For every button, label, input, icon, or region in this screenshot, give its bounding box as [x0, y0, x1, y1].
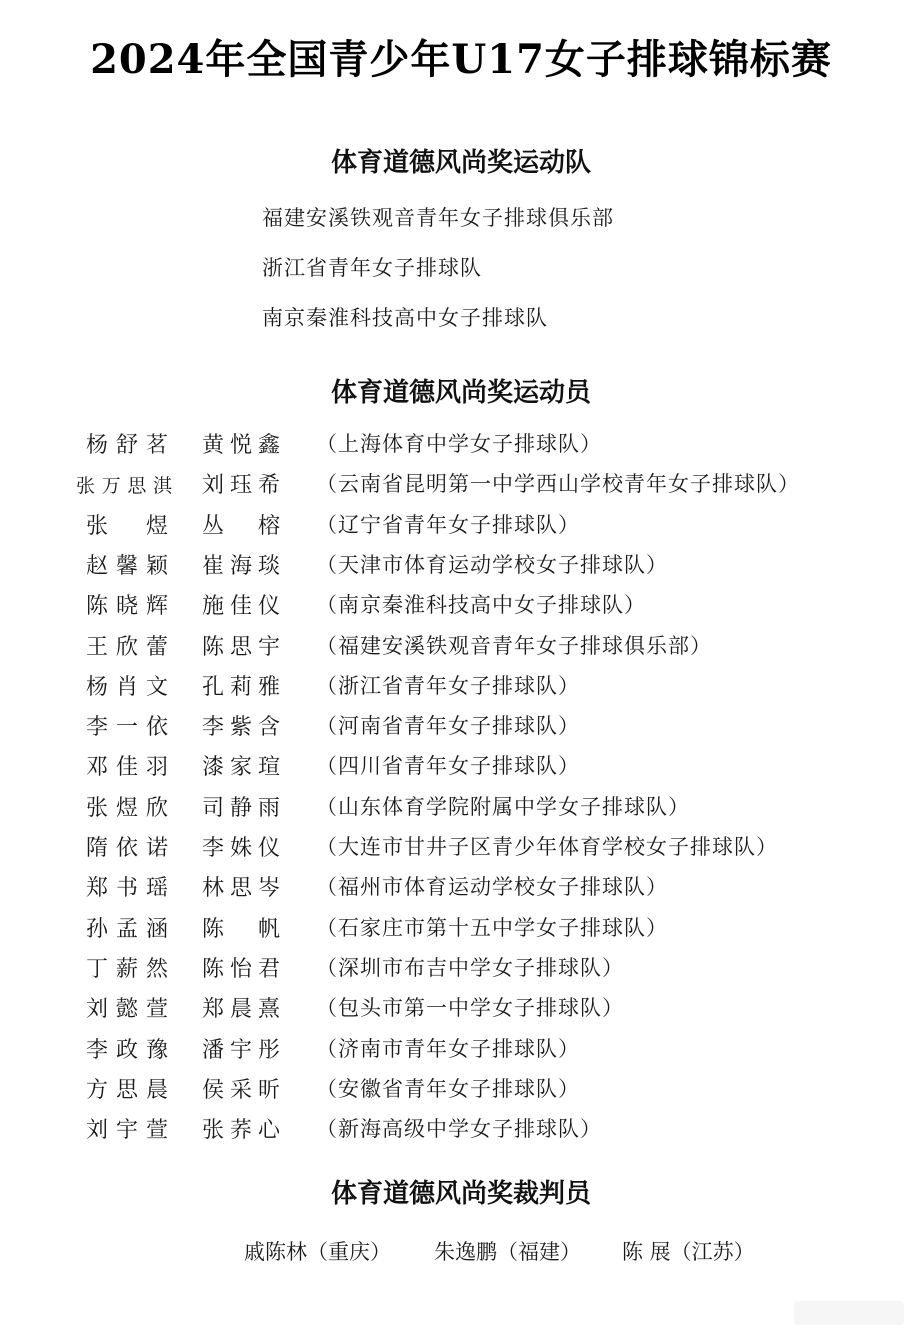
athlete-name-second: 刘珏希 [202, 473, 280, 498]
athlete-name-first: 李一依 [86, 715, 168, 740]
athlete-name-second: 侯采昕 [202, 1078, 280, 1103]
athlete-name-first: 杨舒茗 [86, 433, 168, 458]
athlete-row [0, 952, 922, 992]
team-item: 福建安溪铁观音青年女子排球俱乐部 [262, 206, 614, 230]
athletes-heading: 体育道德风尚奖运动员 [330, 378, 591, 408]
athlete-name-first: 王欣蕾 [86, 635, 168, 660]
athlete-name-first: 赵馨颖 [86, 554, 168, 579]
watermark [794, 1301, 904, 1325]
athlete-row [0, 1033, 922, 1073]
athlete-team: （福州市体育运动学校女子排球队） [316, 875, 668, 899]
athlete-team: （辽宁省青年女子排球队） [316, 513, 580, 537]
athlete-row [0, 791, 922, 831]
referee-item: 朱逸鹏（福建） [434, 1240, 581, 1264]
athlete-name-second: 陈怡君 [202, 957, 280, 982]
athlete-name-second: 漆家瑄 [202, 755, 280, 780]
athlete-name-first: 陈晓辉 [86, 594, 168, 619]
athlete-name-second: 孔莉雅 [202, 675, 280, 700]
athlete-name-first: 杨肖文 [86, 675, 168, 700]
referee-item: 陈 展（江苏） [622, 1240, 755, 1264]
athlete-team: （河南省青年女子排球队） [316, 714, 580, 738]
team-item: 浙江省青年女子排球队 [262, 256, 482, 280]
athlete-row [0, 428, 922, 468]
athlete-name-second: 崔海琰 [202, 554, 280, 579]
athlete-name-second: 李紫含 [202, 715, 280, 740]
referee-item: 戚陈林（重庆） [244, 1240, 391, 1264]
athlete-row [0, 630, 922, 670]
athlete-team: （新海高级中学女子排球队） [316, 1117, 602, 1141]
athlete-name-first: 孙孟涵 [86, 917, 168, 942]
athlete-team: （上海体育中学女子排球队） [316, 432, 602, 456]
athlete-name-second: 林思岑 [202, 876, 280, 901]
athlete-name-second: 施佳仪 [202, 594, 280, 619]
athlete-team: （深圳市布吉中学女子排球队） [316, 956, 624, 980]
athlete-team: （石家庄市第十五中学女子排球队） [316, 916, 668, 940]
athlete-name-second: 张荞心 [202, 1118, 280, 1143]
athlete-name-first: 张煜 [86, 514, 168, 539]
athlete-row [0, 670, 922, 710]
athlete-name-first: 刘懿萱 [86, 997, 168, 1022]
teams-heading: 体育道德风尚奖运动队 [330, 148, 591, 178]
athlete-name-second: 陈思宇 [202, 635, 280, 660]
athlete-row [0, 509, 922, 549]
athlete-row [0, 750, 922, 790]
athlete-name-second: 郑晨熹 [202, 997, 280, 1022]
team-item: 南京秦淮科技高中女子排球队 [262, 306, 548, 330]
athlete-name-first: 李政豫 [86, 1038, 168, 1063]
athlete-row [0, 912, 922, 952]
athlete-name-second: 黄悦鑫 [202, 433, 280, 458]
athlete-team: （大连市甘井子区青少年体育学校女子排球队） [316, 835, 778, 859]
athlete-row [0, 992, 922, 1032]
athlete-row [0, 871, 922, 911]
athlete-team: （云南省昆明第一中学西山学校青年女子排球队） [316, 472, 800, 496]
athlete-name-first: 邓佳羽 [86, 755, 168, 780]
athlete-row [0, 549, 922, 589]
athlete-name-second: 李姝仪 [202, 836, 280, 861]
athlete-team: （天津市体育运动学校女子排球队） [316, 553, 668, 577]
athlete-name-first: 郑书瑶 [86, 876, 168, 901]
athlete-row [0, 1113, 922, 1153]
athlete-name-first: 丁薪然 [86, 957, 168, 982]
athlete-team: （浙江省青年女子排球队） [316, 674, 580, 698]
athlete-row [0, 831, 922, 871]
athlete-name-second: 丛榕 [202, 514, 280, 539]
athlete-team: （南京秦淮科技高中女子排球队） [316, 593, 646, 617]
athlete-name-first: 刘宇萱 [86, 1118, 168, 1143]
athlete-team: （福建安溪铁观音青年女子排球俱乐部） [316, 634, 712, 658]
athlete-name-first: 方思晨 [86, 1078, 168, 1103]
athlete-name-second: 司静雨 [202, 796, 280, 821]
athlete-team: （山东体育学院附属中学女子排球队） [316, 795, 690, 819]
athlete-team: （四川省青年女子排球队） [316, 754, 580, 778]
athlete-row [0, 710, 922, 750]
athlete-row [0, 1073, 922, 1113]
athlete-team: （包头市第一中学女子排球队） [316, 996, 624, 1020]
athlete-team: （济南市青年女子排球队） [316, 1037, 580, 1061]
athlete-name-first: 隋依诺 [86, 836, 168, 861]
athlete-name-first: 张煜欣 [86, 796, 168, 821]
referees-heading: 体育道德风尚奖裁判员 [330, 1179, 591, 1209]
page-title: 2024年全国青少年U17女子排球锦标赛 [90, 36, 832, 83]
athlete-name-second: 陈帆 [202, 917, 280, 942]
athlete-name-first: 张万思淇 [76, 475, 172, 497]
athlete-name-second: 潘宇彤 [202, 1038, 280, 1063]
athlete-row [0, 589, 922, 629]
athlete-row [0, 468, 922, 508]
athlete-team: （安徽省青年女子排球队） [316, 1077, 580, 1101]
